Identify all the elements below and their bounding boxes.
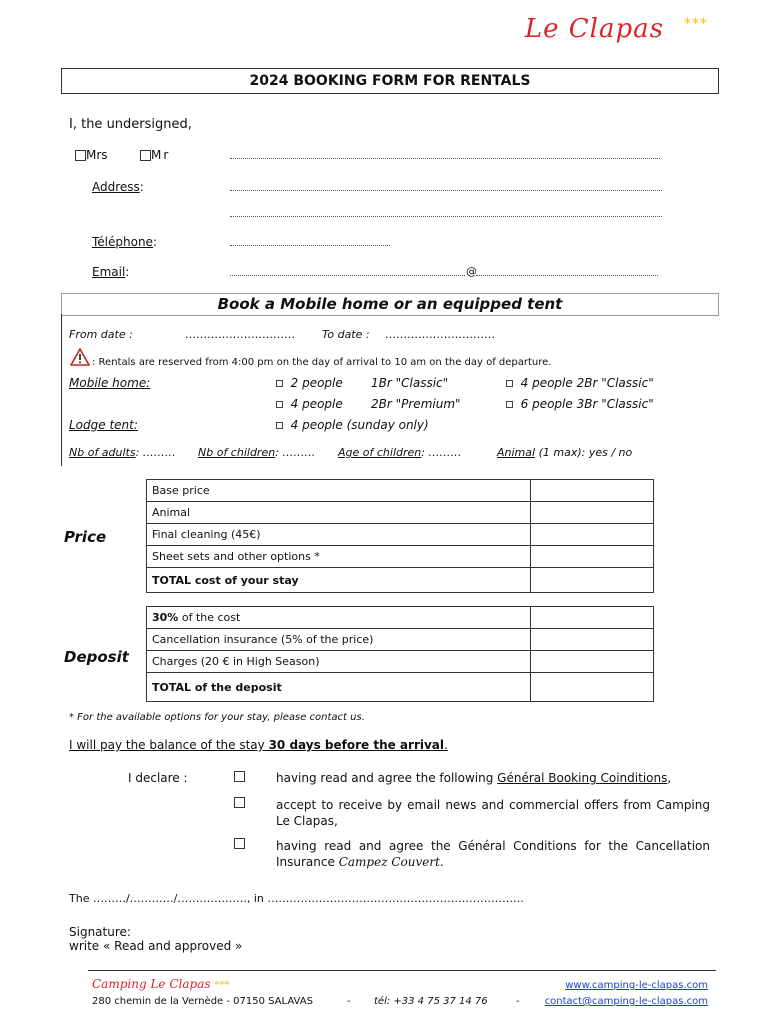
table-row: TOTAL cost of your stay xyxy=(147,568,654,593)
to-date-field[interactable]: ………………………… xyxy=(385,328,495,341)
footer-separator-2: - xyxy=(516,996,520,1007)
table-row: 30% of the cost xyxy=(147,607,654,629)
declare-item-2: accept to receive by email news and commercial offers from Camping Le Clapas, xyxy=(276,798,710,828)
footer-email-link[interactable]: contact@camping-le-clapas.com xyxy=(544,996,708,1007)
arrival-notice: : Rentals are reserved from 4:00 pm on the day of arrival to 10 am on the day of departure. xyxy=(92,357,552,368)
mobile-home-option-right-1[interactable]: 4 people 2Br "Classic" xyxy=(506,376,654,390)
option-checkbox[interactable] xyxy=(506,380,513,387)
signature-label: Signature: xyxy=(69,925,131,939)
price-cleaning-value[interactable] xyxy=(531,524,654,546)
mobile-home-label: Mobile home: xyxy=(69,376,151,390)
declare-checkbox-2[interactable] xyxy=(234,797,245,808)
brand-logo xyxy=(525,14,664,44)
balance-text: I will pay the balance of the stay 30 days before the arrival. xyxy=(69,738,448,752)
mobile-home-option-2[interactable]: 4 people xyxy=(276,397,343,411)
mobile-home-type-1: 1Br "Classic" xyxy=(371,376,449,390)
animal-field[interactable]: Animal (1 max): yes / no xyxy=(497,446,633,459)
mobile-home-option-1[interactable]: 2 people xyxy=(276,376,343,390)
adults-field[interactable]: Nb of adults: ……… xyxy=(69,446,176,459)
mrs-checkbox[interactable] xyxy=(75,150,86,161)
declare-item-1: having read and agree the following Général Booking Coinditions, xyxy=(276,771,672,785)
price-heading: Price xyxy=(64,528,107,546)
footer-address: 280 chemin de la Vernède - 07150 SALAVAS xyxy=(92,996,313,1007)
section-left-rule xyxy=(61,314,62,466)
footer-brand: Camping Le Clapas *** xyxy=(92,977,230,991)
options-note: * For the available options for your stay, please contact us. xyxy=(69,712,365,723)
option-checkbox[interactable] xyxy=(506,401,513,408)
mr-checkbox[interactable] xyxy=(140,150,151,161)
table-row: Animal xyxy=(147,502,654,524)
age-children-field[interactable]: Age of children: ……… xyxy=(338,446,462,459)
table-row: TOTAL of the deposit xyxy=(147,673,654,702)
footer-phone: tél: +33 4 75 37 14 76 xyxy=(374,996,488,1007)
date-place-field[interactable]: The ………/…………/………………., in ……………………………………………………………. xyxy=(69,892,524,905)
signature-instruction: write « Read and approved » xyxy=(69,939,243,953)
deposit-30-value[interactable] xyxy=(531,607,654,629)
phone-label: Téléphone: xyxy=(92,235,157,249)
from-date-label: From date : xyxy=(69,328,133,341)
table-row: Charges (20 € in High Season) xyxy=(147,651,654,673)
price-options-value[interactable] xyxy=(531,546,654,568)
deposit-table xyxy=(146,606,654,702)
address-field-2[interactable] xyxy=(230,216,662,217)
email-field-domain[interactable] xyxy=(476,275,658,276)
children-field[interactable]: Nb of children: ……… xyxy=(198,446,316,459)
option-checkbox[interactable] xyxy=(276,422,283,429)
option-checkbox[interactable] xyxy=(276,380,283,387)
footer-website-link[interactable]: www.camping-le-clapas.com xyxy=(565,980,708,991)
mobile-home-type-2: 2Br "Premium" xyxy=(371,397,461,411)
email-label: Email: xyxy=(92,265,130,279)
price-base-value[interactable] xyxy=(531,480,654,502)
declare-checkbox-3[interactable] xyxy=(234,838,245,849)
option-checkbox[interactable] xyxy=(276,401,283,408)
to-date-label: To date : xyxy=(322,328,370,341)
page-title: 2024 BOOKING FORM FOR RENTALS xyxy=(61,68,719,94)
address-field-1[interactable] xyxy=(230,190,662,191)
declare-label: I declare : xyxy=(128,771,188,785)
booking-conditions-link[interactable]: Général Booking Coinditions xyxy=(497,771,668,785)
mrs-option[interactable]: Mrs xyxy=(75,148,108,162)
mr-option[interactable]: Mr xyxy=(140,148,170,162)
declare-item-3: having read and agree the Général Conditions for the Cancellation Insurance Campez Couvert. xyxy=(276,839,710,869)
address-label: Address: xyxy=(92,180,144,194)
from-date-field[interactable]: ………………………… xyxy=(185,328,295,341)
phone-field[interactable] xyxy=(230,245,390,246)
name-field[interactable] xyxy=(230,158,660,159)
table-row: Cancellation insurance (5% of the price) xyxy=(147,629,654,651)
email-at: @ xyxy=(466,265,477,278)
deposit-total-value[interactable] xyxy=(531,673,654,702)
undersigned-text: I, the undersigned, xyxy=(69,117,192,132)
table-row: Sheet sets and other options * xyxy=(147,546,654,568)
email-field-user[interactable] xyxy=(230,275,465,276)
mobile-home-option-right-2[interactable]: 6 people 3Br "Classic" xyxy=(506,397,654,411)
footer-divider xyxy=(88,970,716,971)
lodge-tent-label: Lodge tent: xyxy=(69,418,138,432)
section-booking-title: Book a Mobile home or an equipped tent xyxy=(61,293,719,316)
brand-name: Le Clapas xyxy=(524,14,664,44)
lodge-tent-option[interactable]: 4 people (sunday only) xyxy=(276,418,429,432)
footer-separator-1: - xyxy=(347,996,351,1007)
table-row: Base price xyxy=(147,480,654,502)
price-table xyxy=(146,479,654,593)
brand-stars: *** xyxy=(684,16,708,32)
deposit-charges-value[interactable] xyxy=(531,651,654,673)
deposit-heading: Deposit xyxy=(64,648,129,666)
price-total-value[interactable] xyxy=(531,568,654,593)
warning-icon xyxy=(70,348,90,366)
table-row: Final cleaning (45€) xyxy=(147,524,654,546)
price-animal-value[interactable] xyxy=(531,502,654,524)
declare-checkbox-1[interactable] xyxy=(234,771,245,782)
deposit-insurance-value[interactable] xyxy=(531,629,654,651)
